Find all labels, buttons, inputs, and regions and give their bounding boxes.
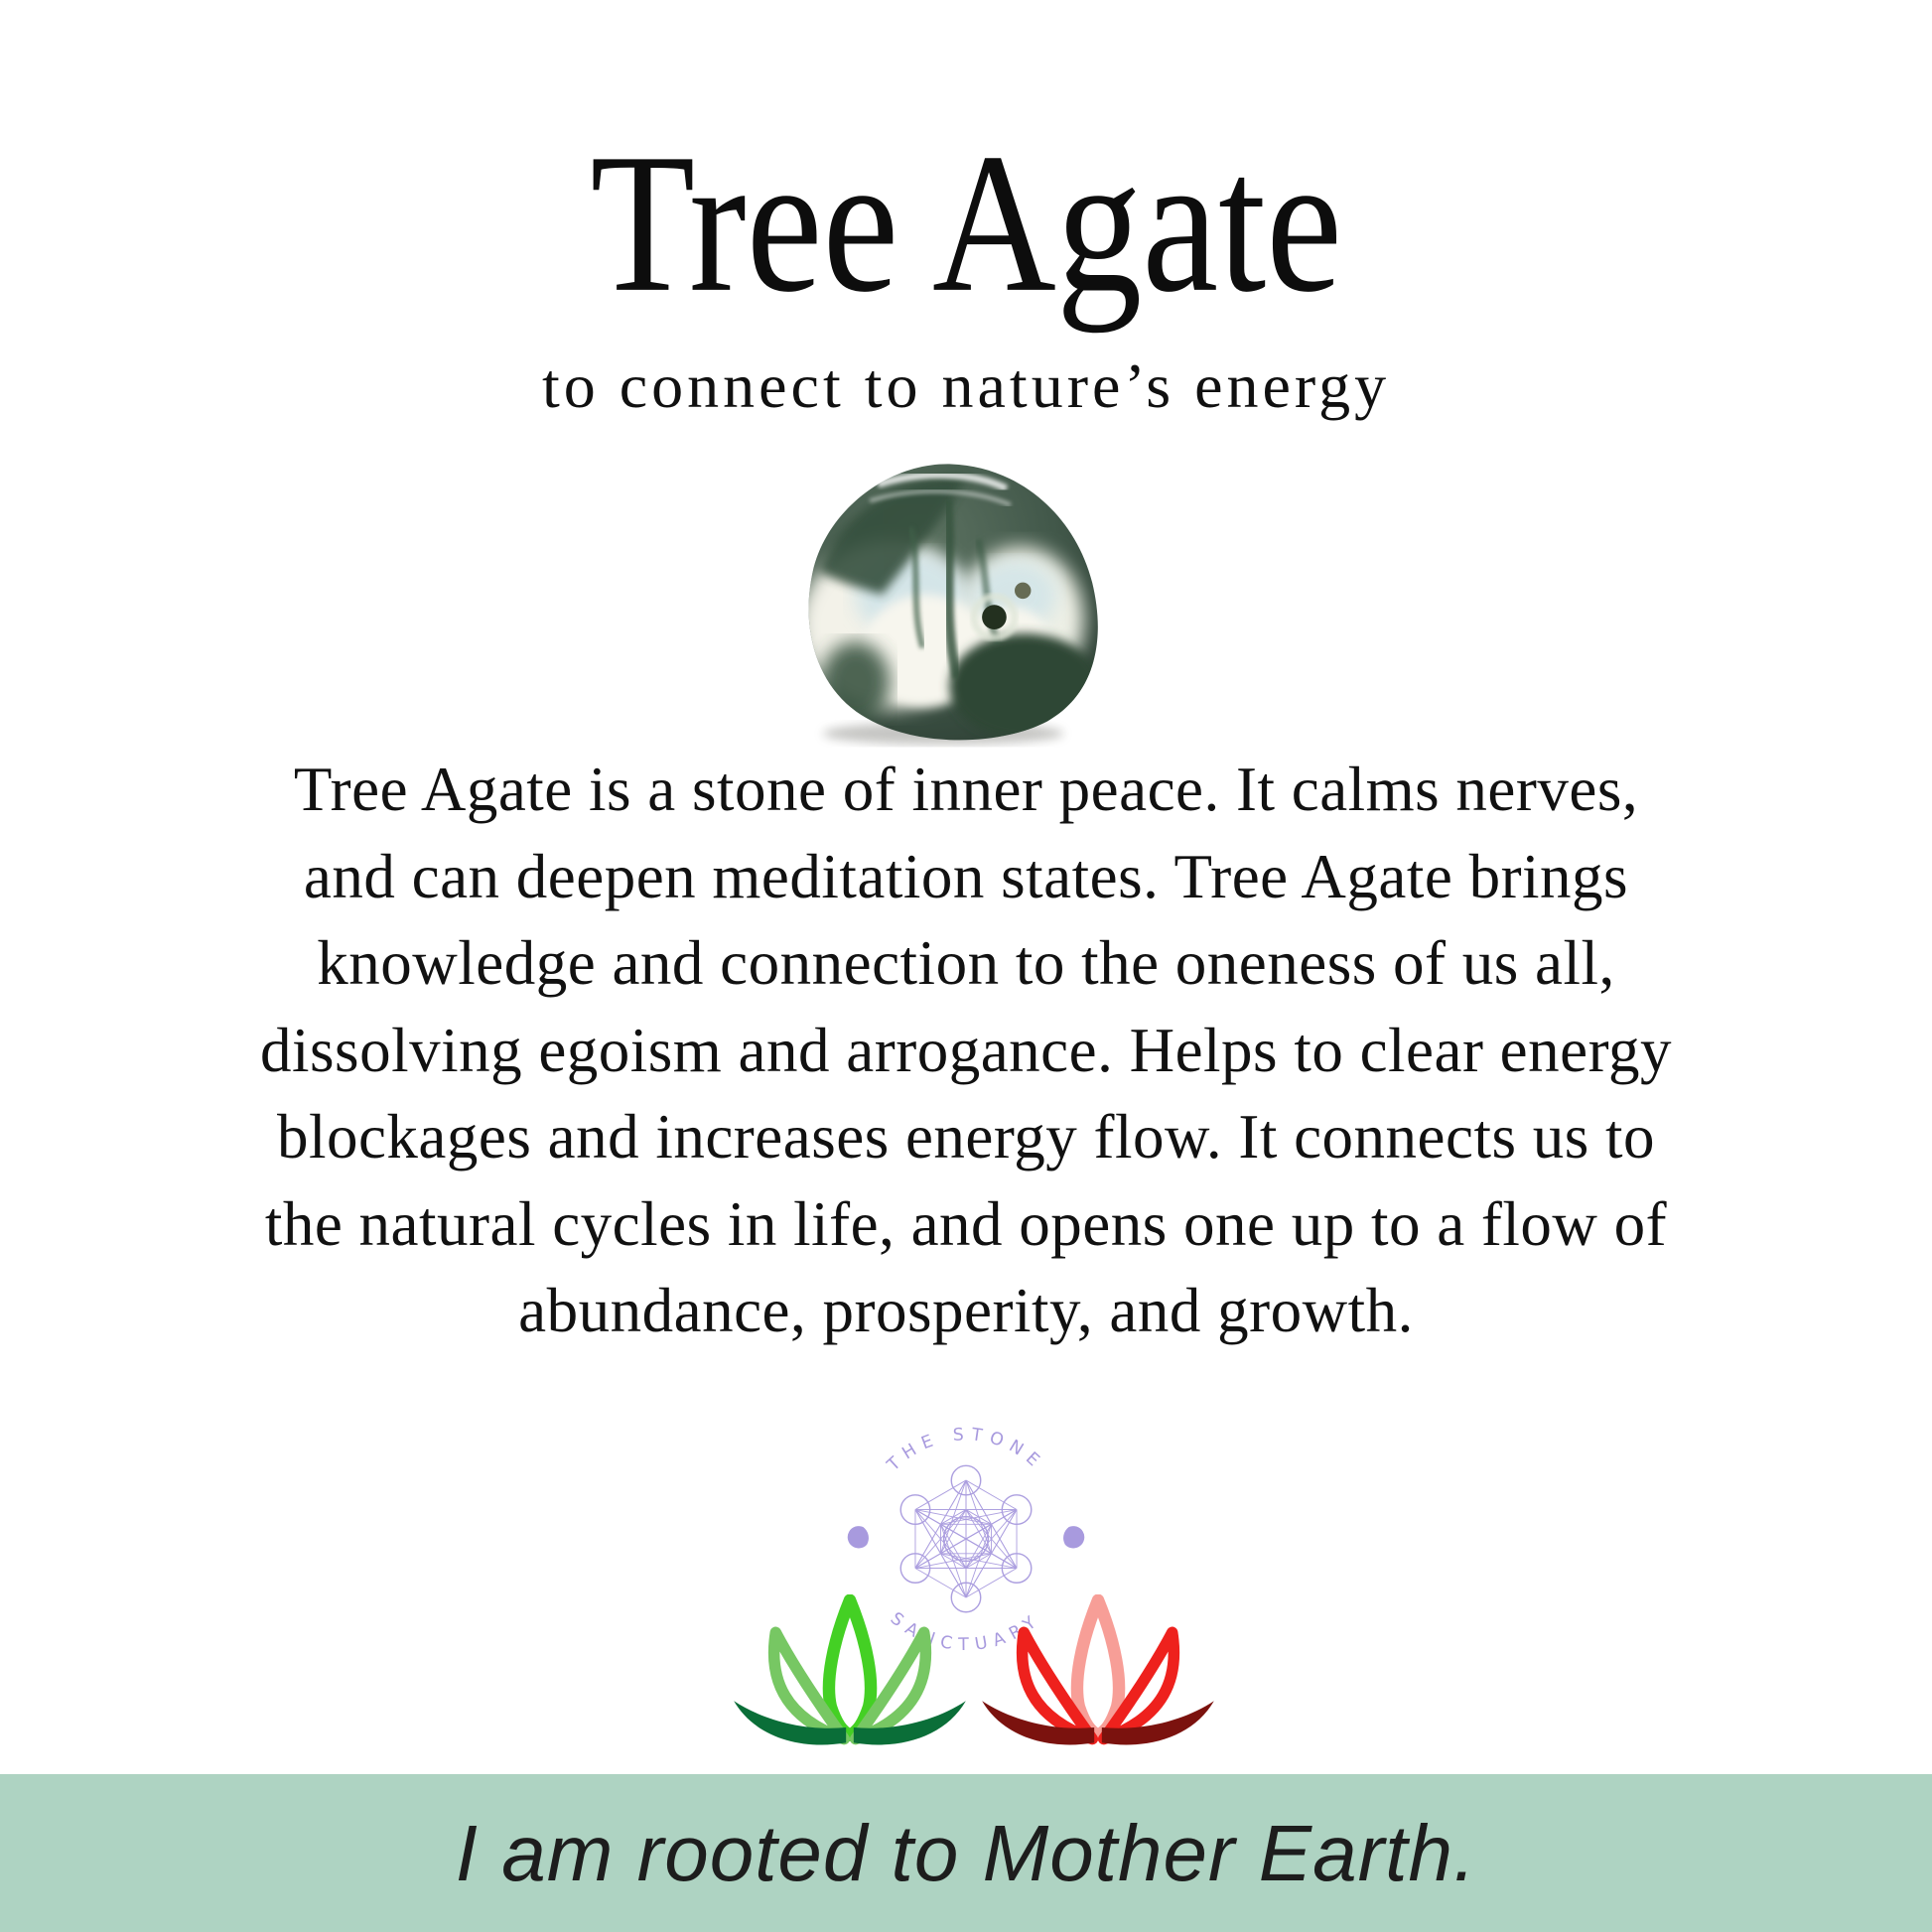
- description-line: Tree Agate is a stone of inner peace. It calms nerves,: [293, 755, 1639, 824]
- affirmation-text: I am rooted to Mother Earth.: [455, 1808, 1477, 1897]
- lotus-center-petal: [1077, 1600, 1119, 1735]
- page-title-text: Tree Agate: [590, 112, 1342, 335]
- affirmation-banner: [0, 1774, 1932, 1932]
- metatron-cube-icon: [900, 1465, 1032, 1611]
- watermark-arc-text-top: THE STONE: [884, 1425, 1048, 1475]
- crescent-moon-right-icon: [1061, 1524, 1086, 1550]
- watermark-arc-text-bottom: SANCTUARY: [886, 1608, 1046, 1655]
- tree-agate-stone-image: [758, 441, 1125, 749]
- description-line: knowledge and connection to the oneness of us all,: [317, 928, 1615, 998]
- description-line: dissolving egoism and arrogance. Helps to clear energy: [260, 1015, 1672, 1085]
- description-line: and can deepen meditation states. Tree Agate brings: [303, 841, 1629, 911]
- crescent-moon-left-icon: [846, 1524, 871, 1550]
- description-line: blockages and increases energy flow. It connects us to: [276, 1102, 1656, 1172]
- stone-illustration-svg: [758, 441, 1125, 749]
- description-line: abundance, prosperity, and growth.: [518, 1276, 1414, 1345]
- description-paragraph: [122, 747, 1810, 1355]
- lotus-green-icon: [726, 1594, 974, 1751]
- lotus-center-petal: [829, 1600, 871, 1735]
- page-title: [0, 112, 1932, 335]
- description-line: the natural cycles in life, and opens one up to a flow of: [264, 1188, 1668, 1259]
- page-subtitle: to connect to nature’s energy: [541, 350, 1391, 421]
- lotus-red-icon: [974, 1594, 1222, 1751]
